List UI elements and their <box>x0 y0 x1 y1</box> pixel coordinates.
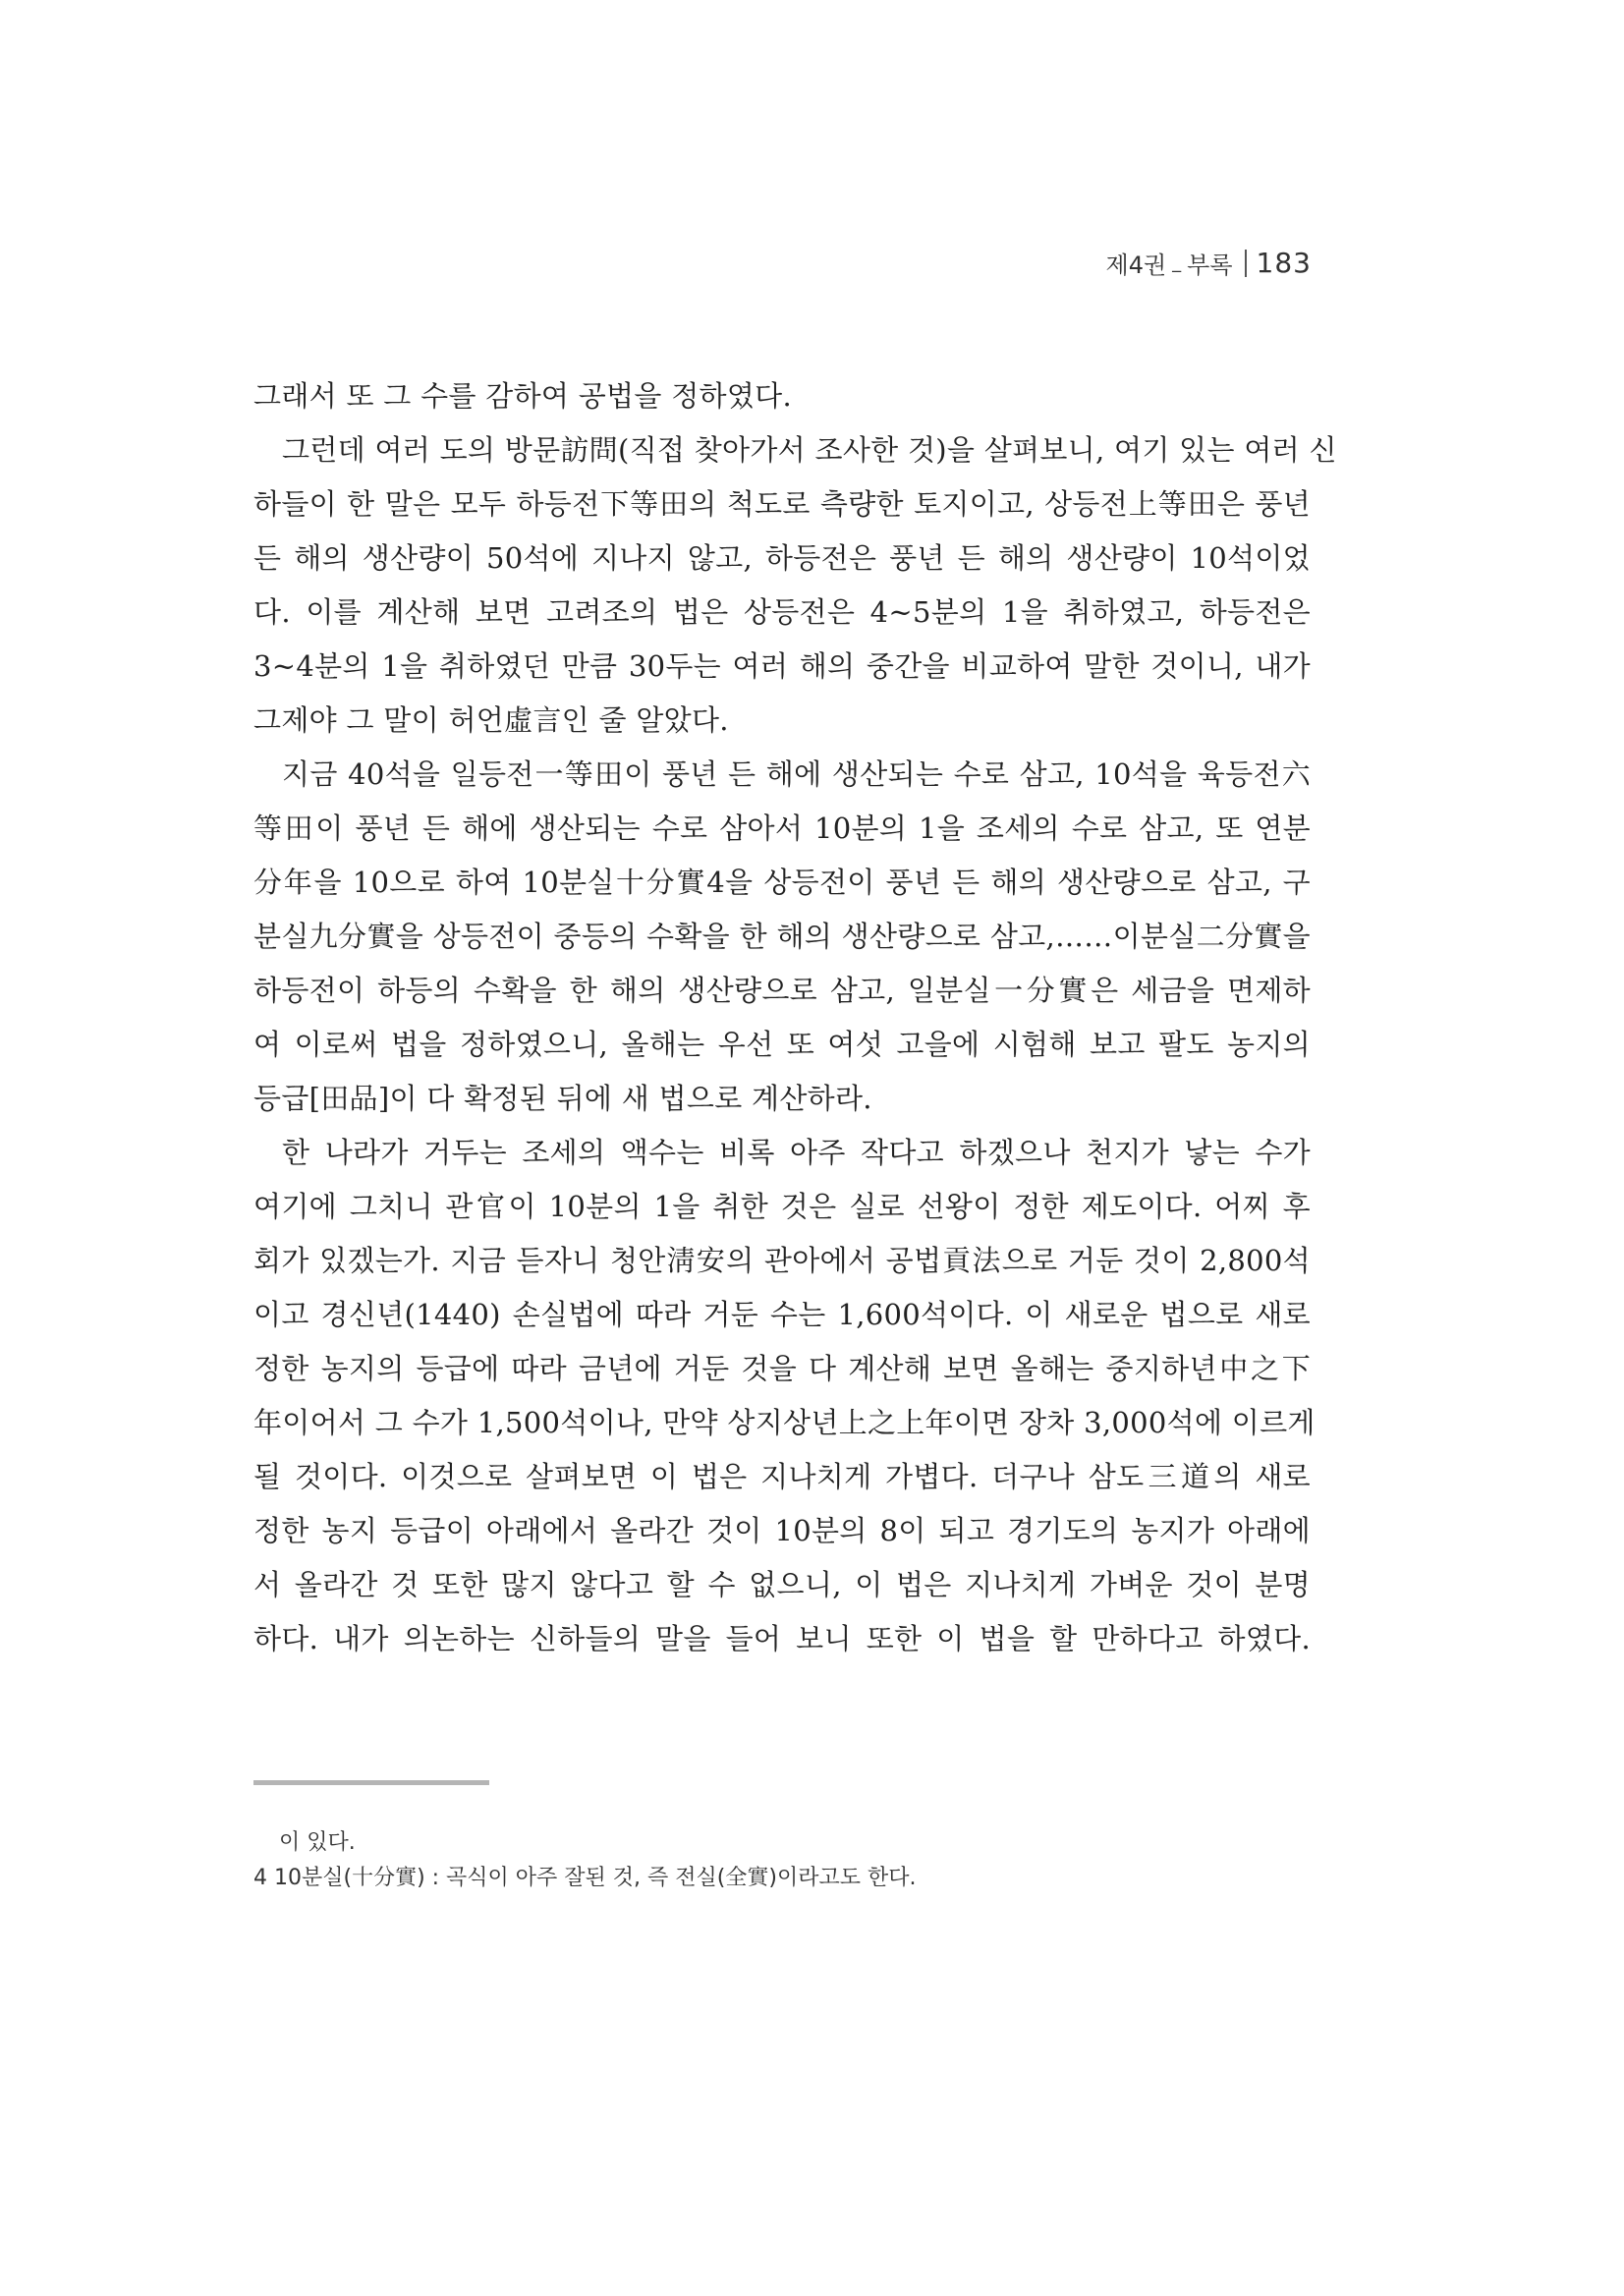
body-line: 3~4분의 1을 취하였던 만큼 30두는 여러 해의 중간을 비교하여 말한 것이니, 내가 <box>253 649 1311 683</box>
body-line: 이고 경신년(1440) 손실법에 따라 거둔 수는 1,600석이다. 이 새로운 법으로 새로 <box>253 1298 1311 1331</box>
body-line: 정한 농지 등급이 아래에서 올라간 것이 10분의 8이 되고 경기도의 농지가 아래에 <box>253 1514 1311 1547</box>
body-line: 分年을 10으로 하여 10분실十分實4을 상등전이 풍년 든 해의 생산량으로 삼고, 구 <box>253 866 1311 899</box>
running-header <box>1106 246 1312 280</box>
header-separator: _ <box>1172 252 1182 273</box>
body-line: 서 올라간 것 또한 많지 않다고 할 수 없으니, 이 법은 지나치게 가벼운 것이 분명 <box>253 1568 1311 1601</box>
body-line: 하등전이 하등의 수확을 한 해의 생산량으로 삼고, 일분실一分實은 세금을 면제하 <box>253 974 1311 1007</box>
body-line: 등급[田品]이 다 확정된 뒤에 새 법으로 계산하라. <box>253 1082 872 1115</box>
body-line: 다. 이를 계산해 보면 고려조의 법은 상등전은 4~5분의 1을 취하였고, 하등전은 <box>253 595 1311 629</box>
body-line: 지금 40석을 일등전一等田이 풍년 든 해에 생산되는 수로 삼고, 10석을 육등전六 <box>282 757 1311 791</box>
header-divider <box>1245 250 1247 277</box>
footnote-continuation: 이 있다. <box>279 1830 356 1855</box>
body-line: 여 이로써 법을 정하였으니, 올해는 우선 또 여섯 고을에 시험해 보고 팔도 농지의 <box>253 1028 1311 1061</box>
body-text <box>253 369 1337 1666</box>
body-line: 그런데 여러 도의 방문訪問(직접 찾아가서 조사한 것)을 살펴보니, 여기 있는 여러 신 <box>282 433 1337 467</box>
page-number: 183 <box>1256 247 1312 279</box>
body-line: 하들이 한 말은 모두 하등전下等田의 척도로 측량한 토지이고, 상등전上等田은 풍년 <box>253 487 1311 521</box>
body-line: 여기에 그치니 관官이 10분의 1을 취한 것은 실로 선왕이 정한 제도이다. 어찌 후 <box>253 1190 1311 1223</box>
body-line: 한 나라가 거두는 조세의 액수는 비록 아주 작다고 하겠으나 천지가 낳는 수가 <box>282 1136 1311 1169</box>
body-line: 정한 농지의 등급에 따라 금년에 거둔 것을 다 계산해 보면 올해는 중지하년中之下 <box>253 1352 1311 1385</box>
footnote-4: 4 10분실(十分實) : 곡식이 아주 잘된 것, 즉 전실(全實)이라고도 한다. <box>253 1866 917 1890</box>
body-line: 年이어서 그 수가 1,500석이나, 만약 상지상년上之上年이면 장차 3,000석에 이르게 <box>253 1406 1316 1439</box>
body-line: 하다. 내가 의논하는 신하들의 말을 들어 보니 또한 이 법을 할 만하다고 하였다. <box>253 1622 1311 1655</box>
body-line: 될 것이다. 이것으로 살펴보면 이 법은 지나치게 가볍다. 더구나 삼도三道의 새로 <box>253 1460 1311 1493</box>
header-chapter: 부록 <box>1187 252 1233 279</box>
body-line: 든 해의 생산량이 50석에 지나지 않고, 하등전은 풍년 든 해의 생산량이 10석이었 <box>253 541 1311 575</box>
body-line: 분실九分實을 상등전이 중등의 수확을 한 해의 생산량으로 삼고,……이분실二分實을 <box>253 920 1311 953</box>
body-line: 그래서 또 그 수를 감하여 공법을 정하였다. <box>253 379 792 413</box>
footnote-divider <box>253 1780 489 1785</box>
body-line: 그제야 그 말이 허언虛言인 줄 알았다. <box>253 703 729 737</box>
header-section: 제4권 <box>1105 252 1167 279</box>
body-line: 等田이 풍년 든 해에 생산되는 수로 삼아서 10분의 1을 조세의 수로 삼고, 또 연분 <box>253 812 1311 845</box>
body-line: 회가 있겠는가. 지금 듣자니 청안淸安의 관아에서 공법貢法으로 거둔 것이 2,800석 <box>253 1244 1311 1277</box>
footnotes <box>253 1825 1311 1896</box>
